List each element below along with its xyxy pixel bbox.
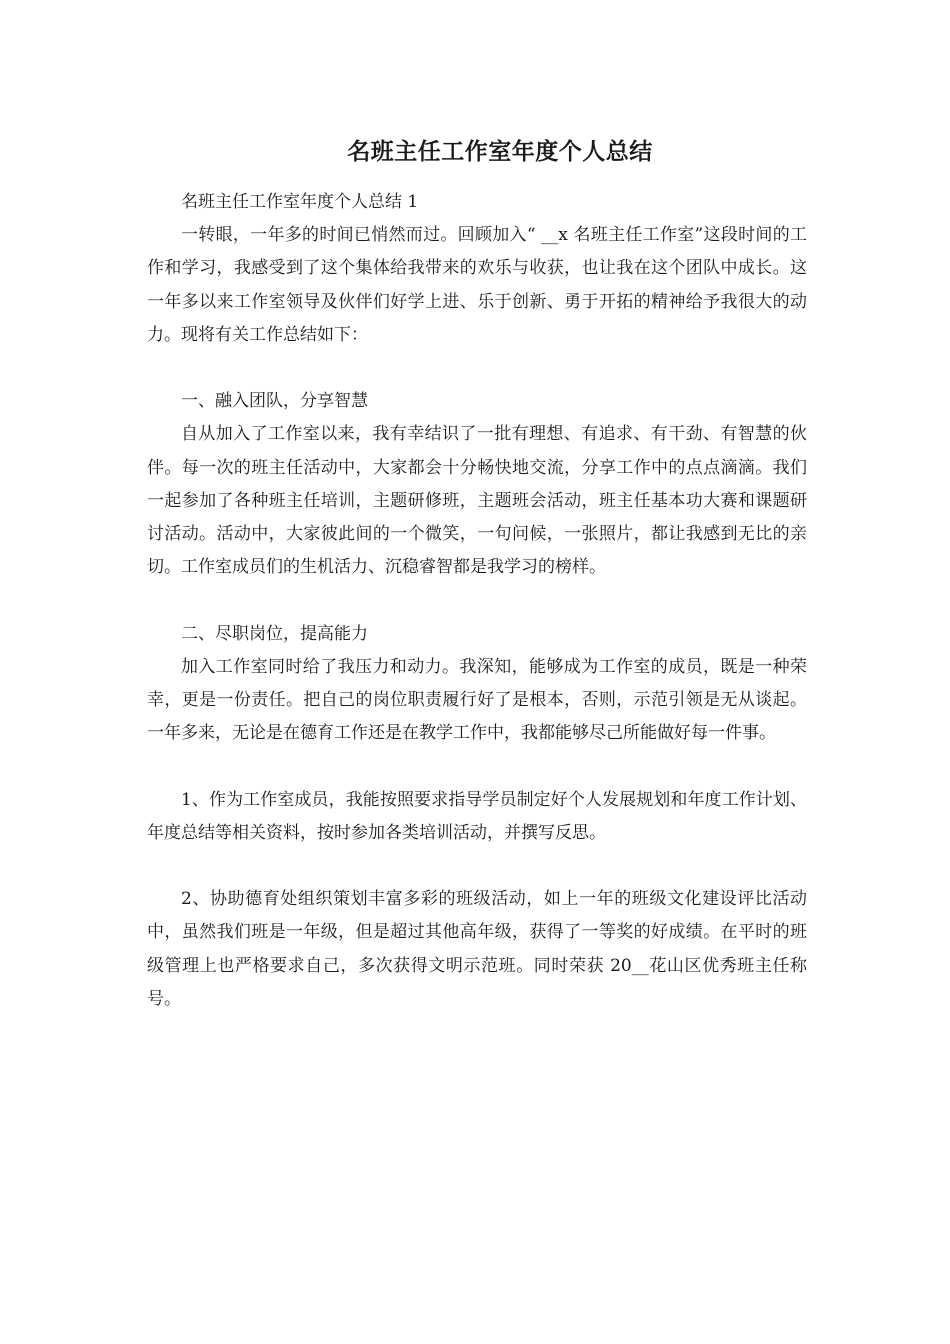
blank-line [147, 352, 807, 385]
item1-paragraph: 1、作为工作室成员，我能按照要求指导学员制定好个人发展规划和年度工作计划、年度总结等相关资料，按时参加各类培训活动，并撰写反思。 [147, 789, 807, 843]
section2-paragraph: 加入工作室同时给了我压力和动力。我深知，能够成为工作室的成员，既是一种荣幸，更是一份责任。把自己的岗位职责履行好了是根本，否则，示范引领是无从谈起。一年多来，无论是在德育工作还是在教学工作中，我都能够尽己所能做好每一件事。 [147, 656, 807, 744]
section2-heading: 二、尽职岗位，提高能力 [181, 623, 368, 644]
section1-heading: 一、融入团队，分享智慧 [181, 391, 368, 412]
blank-line [147, 584, 807, 617]
item2-paragraph: 2、协助德育处组织策划丰富多彩的班级活动，如上一年的班级文化建设评比活动中，虽然我们班是一年级，但是超过其他高年级，获得了一等奖的好成绩。在平时的班级管理上也严格要求自己，多次获得文明示范班。同时荣获 20__花山区优秀班主任称号。 [147, 889, 807, 1009]
intro-paragraph: 一转眼，一年多的时间已悄然而过。回顾加入“ __x 名班主任工作室”这段时间的工作和学习，我感受到了这个集体给我带来的欢乐与收获，也让我在这个团队中成长。这一年多以来工作室领导及伙伴们好学上进、乐于创新、勇于开拓的精神给予我很大的动力。现将有关工作总结如下： [147, 225, 807, 345]
blank-line [147, 850, 807, 883]
subtitle: 名班主任工作室年度个人总结 1 [181, 192, 419, 212]
blank-line [147, 750, 807, 783]
document-body [147, 186, 807, 1016]
section1-paragraph: 自从加入了工作室以来，我有幸结识了一批有理想、有追求、有干劲、有智慧的伙伴。每一次的班主任活动中，大家都会十分畅快地交流，分享工作中的点点滴滴。我们一起参加了各种班主任培训，主题研修班，主题班会活动，班主任基本功大赛和课题研讨活动。活动中，大家彼此间的一个微笑，一句问候，一张照片，都让我感到无比的亲切。工作室成员们的生机活力、沉稳睿智都是我学习的榜样。 [147, 424, 807, 578]
document-title: 名班主任工作室年度个人总结 [347, 138, 653, 165]
